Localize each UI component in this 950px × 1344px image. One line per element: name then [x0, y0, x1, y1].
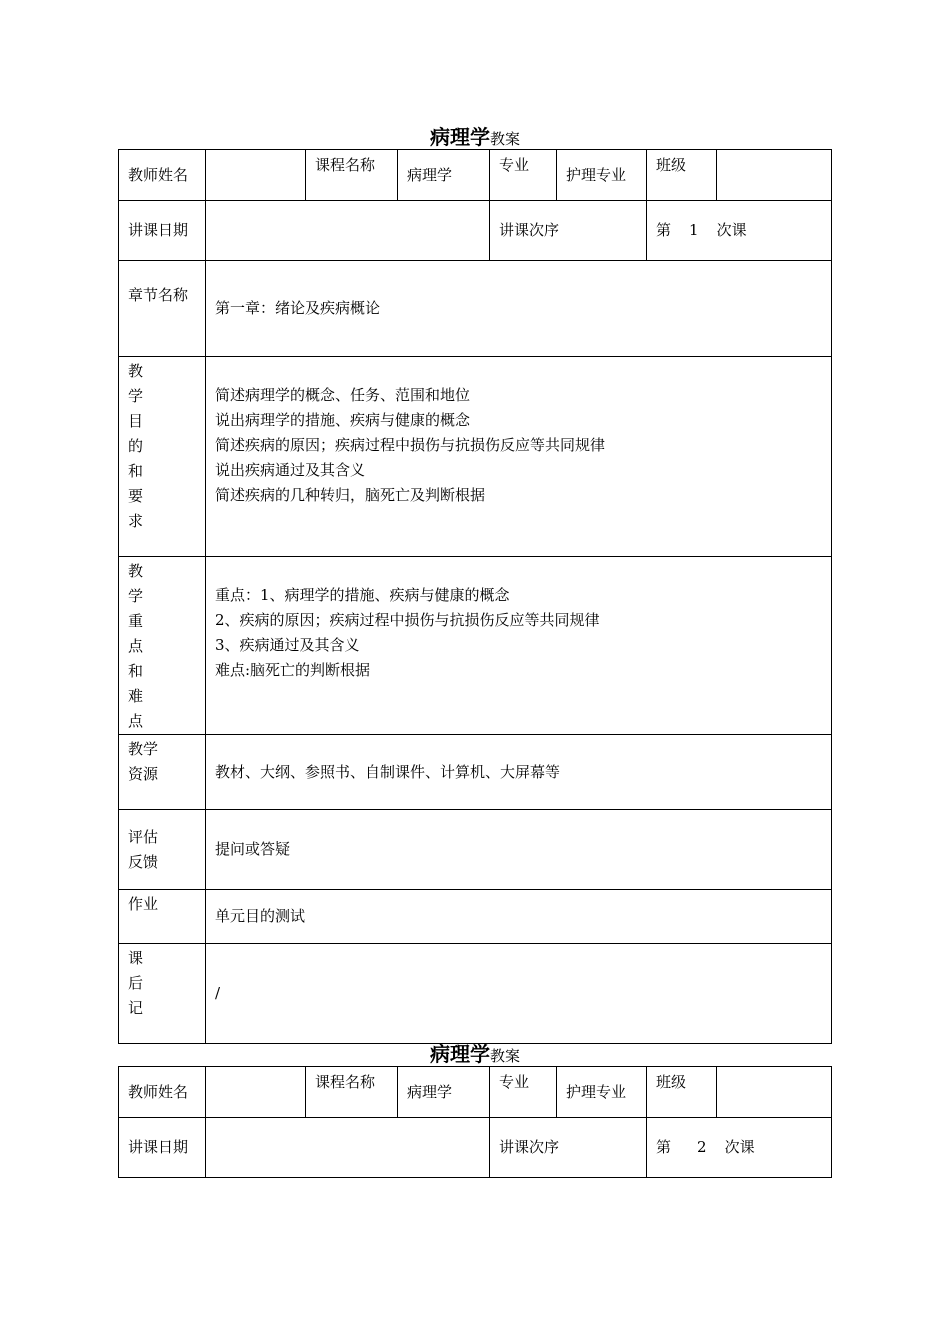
order-number: 1 — [689, 221, 699, 239]
date-value — [206, 1118, 490, 1178]
date-value — [206, 201, 490, 261]
keypoint-item: 2、疾病的原因；疾病过程中损伤与抗损伤反应等共同规律 — [215, 611, 600, 629]
teacher-label: 教师姓名 — [119, 1067, 206, 1118]
feedback-label: 评估 反馈 — [119, 810, 206, 890]
chapter-value: 第一章：绪论及疾病概论 — [206, 261, 832, 357]
course-label: 课程名称 — [306, 1067, 398, 1118]
objectives-label: 教 学 目 的 和 要 求 — [119, 357, 206, 557]
resources-value: 教材、大纲、参照书、自制课件、计算机、大屏幕等 — [206, 735, 832, 810]
title-sub: 教案 — [489, 130, 520, 148]
feedback-value: 提问或答疑 — [206, 810, 832, 890]
order-label: 讲课次序 — [490, 201, 647, 261]
notes-label: 课 后 记 — [119, 944, 206, 1044]
teacher-value — [206, 150, 306, 201]
class-label: 班级 — [647, 1067, 717, 1118]
keypoints-list — [206, 557, 832, 735]
keypoint-item: 重点：1、病理学的措施、疾病与健康的概念 — [215, 586, 510, 604]
keypoint-item: 难点:脑死亡的判断根据 — [215, 661, 371, 679]
title-main: 病理学 — [429, 1042, 490, 1066]
date-label: 讲课日期 — [119, 201, 206, 261]
objectives-list — [206, 357, 832, 557]
course-label: 课程名称 — [306, 150, 398, 201]
objective-item: 说出病理学的措施、疾病与健康的概念 — [215, 411, 471, 429]
teacher-value — [206, 1067, 306, 1118]
title-main: 病理学 — [429, 125, 490, 149]
order-prefix: 第 — [656, 221, 672, 239]
lesson-plan-title — [0, 126, 950, 150]
order-value — [647, 201, 832, 261]
major-value: 护理专业 — [557, 1067, 647, 1118]
teacher-label: 教师姓名 — [119, 150, 206, 201]
order-suffix: 次课 — [724, 1138, 755, 1156]
title-sub: 教案 — [489, 1047, 520, 1065]
objective-item: 简述疾病的原因；疾病过程中损伤与抗损伤反应等共同规律 — [215, 436, 606, 454]
class-label: 班级 — [647, 150, 717, 201]
lesson-plan-title — [0, 1043, 950, 1067]
resources-label: 教学 资源 — [119, 735, 206, 810]
order-value — [647, 1118, 832, 1178]
order-number: 2 — [697, 1138, 707, 1156]
lesson-plan-table — [118, 149, 832, 1044]
order-prefix: 第 — [656, 1138, 672, 1156]
chapter-label: 章节名称 — [119, 261, 206, 357]
major-value: 护理专业 — [557, 150, 647, 201]
course-value: 病理学 — [398, 150, 490, 201]
lesson-plan-table — [118, 1066, 832, 1178]
major-label: 专业 — [490, 150, 557, 201]
class-value — [717, 1067, 832, 1118]
keypoints-label: 教 学 重 点 和 难 点 — [119, 557, 206, 735]
order-suffix: 次课 — [716, 221, 747, 239]
date-label: 讲课日期 — [119, 1118, 206, 1178]
major-label: 专业 — [490, 1067, 557, 1118]
notes-value: / — [206, 944, 832, 1044]
homework-label: 作业 — [119, 890, 206, 944]
homework-value: 单元目的测试 — [206, 890, 832, 944]
objective-item: 简述病理学的概念、任务、范围和地位 — [215, 386, 471, 404]
order-label: 讲课次序 — [490, 1118, 647, 1178]
objective-item: 简述疾病的几种转归，脑死亡及判断根据 — [215, 486, 486, 504]
course-value: 病理学 — [398, 1067, 490, 1118]
class-value — [717, 150, 832, 201]
keypoint-item: 3、疾病通过及其含义 — [215, 636, 360, 654]
objective-item: 说出疾病通过及其含义 — [215, 461, 366, 479]
